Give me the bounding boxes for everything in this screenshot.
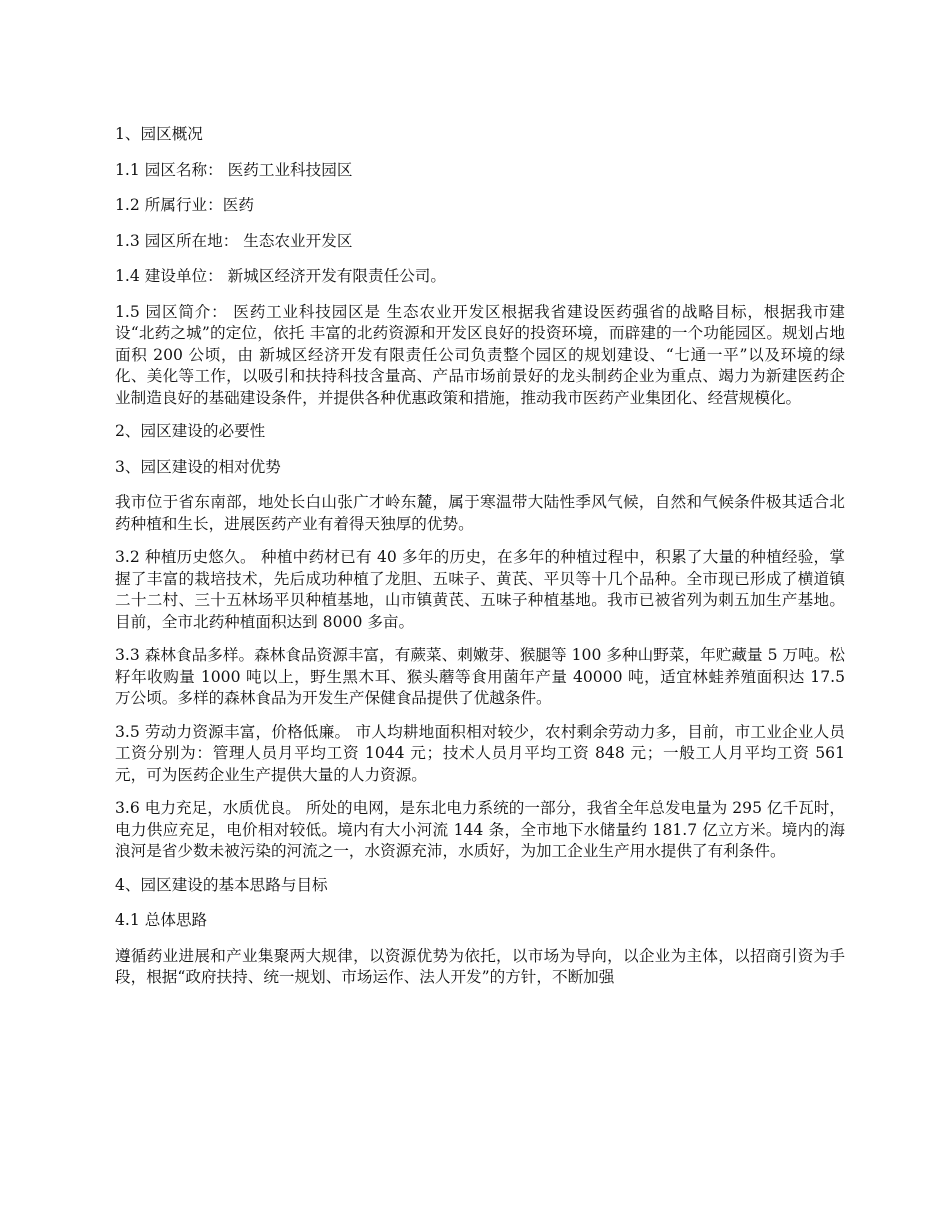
section-heading: 1.2 所属行业：医药 (115, 196, 254, 214)
paragraph: 1.5 园区简介： 医药工业科技园区是 生态农业开发区根据我省建设医药强省的战略目标，根据我市建设“北药之城”的定位，依托 丰富的北药资源和开发区良好的投资环境，而辟建的一个功能园区。规划占地面积 200 公顷，由 新城区经济开发有限责任公司负责整个园区的规划建设、“七通一平”以及环境的绿化、美化等工作，以吸引和扶持科技含量高、产品市场前景好的龙头制药企业为重点、竭力为新建医药企业制造良好的基础建设条件，并提供各种优惠政策和措施，推动我市医药产业集团化、经营规模化。 (115, 302, 845, 407)
document-page (115, 124, 845, 1001)
section-heading: 1.4 建设单位： 新城区经济开发有限责任公司。 (115, 267, 446, 285)
section-heading: 1.1 园区名称： 医药工业科技园区 (115, 160, 353, 179)
paragraph: 3.3 森林食品多样。森林食品资源丰富，有蕨菜、刺嫩芽、猴腿等 100 多种山野菜，年贮藏量 5 万吨。松籽年收购量 1000 吨以上，野生黑木耳、猴头蘑等食用菌年产量 40000 吨，适宜林蛙养殖面积达 17.5 万公顷。多样的森林食品为开发生产保健食品提供了优越条件。 (115, 646, 845, 707)
section-heading: 1、园区概况 (115, 125, 203, 143)
paragraph: 3.5 劳动力资源丰富，价格低廉。 市人均耕地面积相对较少，农村剩余劳动力多，目前，市工业企业人员工资分别为：管理人员月平均工资 1044 元；技术人员月平均工资 848 元；一般工人月平均工资 561 元，可为医药企业生产提供大量的人力资源。 (115, 722, 845, 784)
section-heading: 4.1 总体思路 (115, 911, 208, 929)
paragraph: 3.2 种植历史悠久。 种植中药材已有 40 多年的历史，在多年的种植过程中，积累了大量的种植经验，掌握了丰富的栽培技术，先后成功种植了龙胆、五味子、黄芪、平贝等十几个品种。全市现已形成了横道镇二十二村、三十五林场平贝种植基地，山市镇黄芪、五味子种植基地。我市已被省列为刺五加生产基地。目前，全市北药种植面积达到 8000 多亩。 (115, 548, 845, 631)
section-heading: 4、园区建设的基本思路与目标 (115, 875, 328, 894)
paragraph: 遵循药业进展和产业集聚两大规律，以资源优势为依托，以市场为导向，以企业为主体，以招商引资为手段，根据“政府扶持、统一规划、市场运作、法人开发”的方针，不断加强 (115, 946, 845, 986)
section-heading: 2、园区建设的必要性 (115, 422, 266, 440)
paragraph: 我市位于省东南部，地处长白山张广才岭东麓，属于寒温带大陆性季风气候，自然和气候条件极其适合北药种植和生长，进展医药产业有着得天独厚的优势。 (115, 493, 845, 533)
paragraph: 3.6 电力充足，水质优良。 所处的电网，是东北电力系统的一部分，我省全年总发电量为 295 亿千瓦时，电力供应充足，电价相对较低。境内有大小河流 144 条，全市地下水储量约 181.7 亿立方米。境内的海浪河是省少数未被污染的河流之一，水资源充沛，水质好，为加工企业生产用水提供了有利条件。 (115, 799, 845, 860)
section-heading: 1.3 园区所在地： 生态农业开发区 (115, 231, 353, 250)
section-heading: 3、园区建设的相对优势 (115, 457, 281, 476)
